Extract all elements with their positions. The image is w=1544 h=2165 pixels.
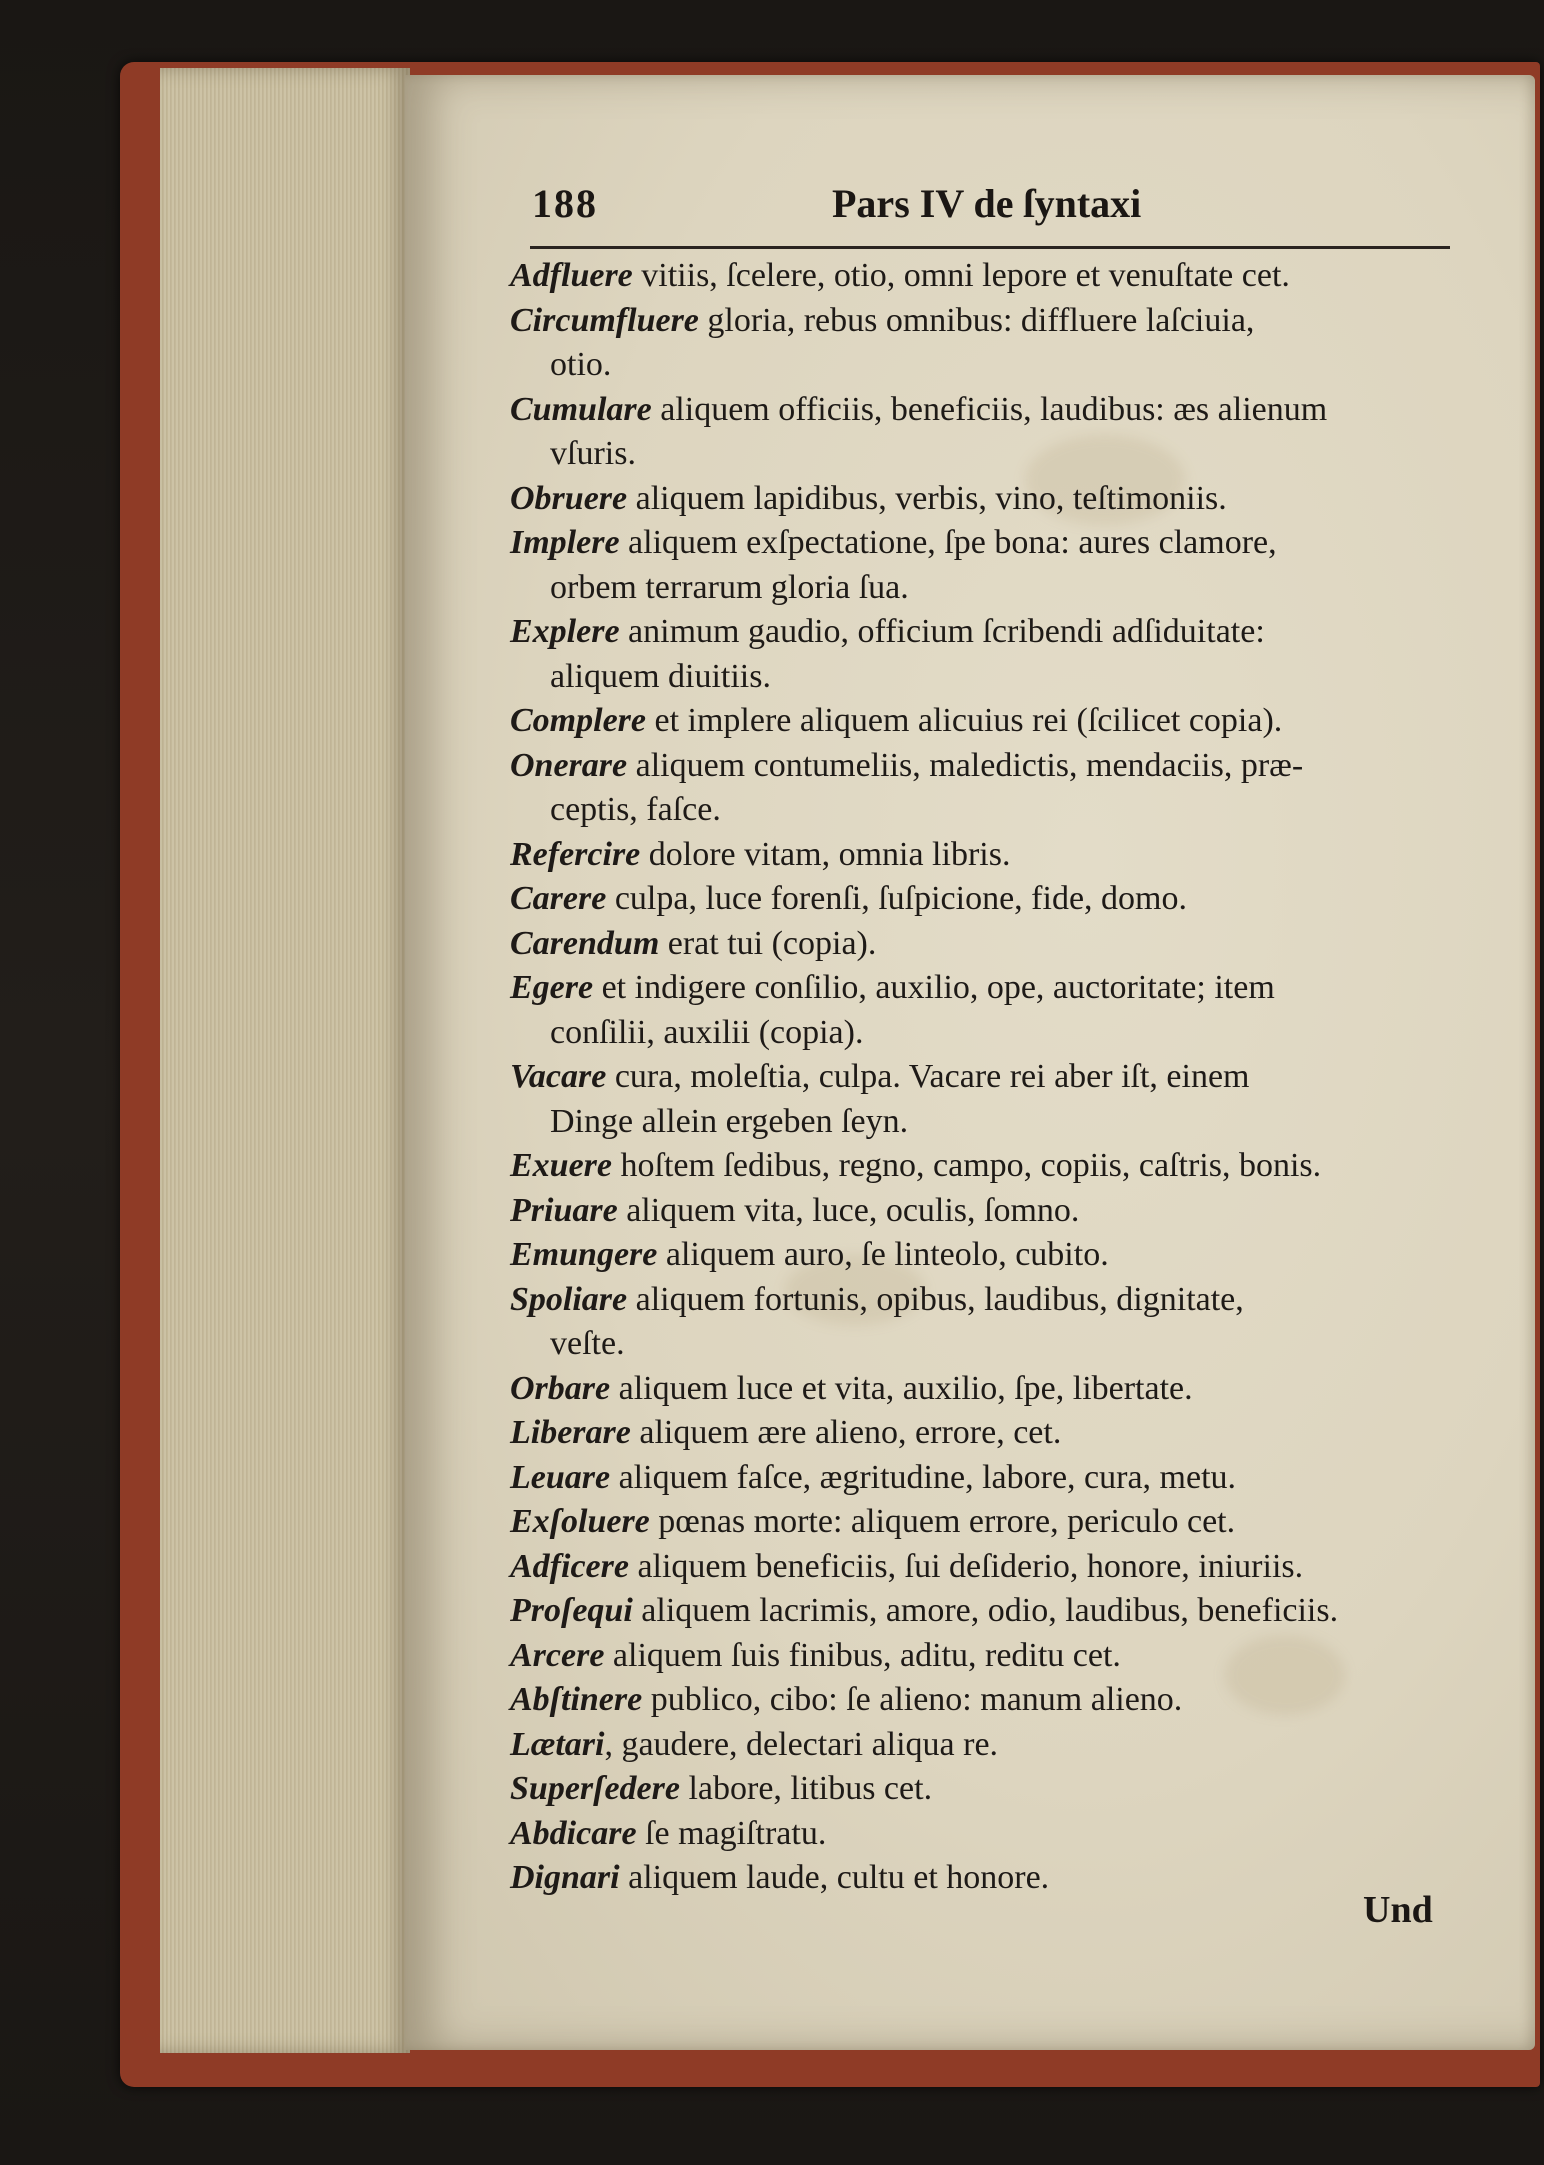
entry-text: aliquem faſce, ægritudine, labore, cura, metu. bbox=[610, 1458, 1237, 1496]
entry-headword: Dignari bbox=[510, 1859, 620, 1896]
entry-text: aliquem contumeliis, maledictis, mendaciis, præ- bbox=[627, 746, 1304, 784]
entry-text: et indigere conſilio, auxilio, ope, auctoritate; item bbox=[593, 969, 1275, 1006]
entry-headword: Obruere bbox=[510, 479, 628, 517]
entry-headword: Arcere bbox=[510, 1636, 605, 1674]
entry-line bbox=[510, 1856, 1049, 1900]
entry-line bbox=[510, 299, 1254, 343]
entry-headword: Explere bbox=[510, 613, 620, 650]
entry-headword: Implere bbox=[510, 524, 620, 561]
entry-line bbox=[510, 1767, 932, 1811]
entry-headword: Adfluere bbox=[510, 257, 633, 294]
entry-headword: Emungere bbox=[510, 1236, 658, 1273]
entry-text: aliquem ſuis finibus, aditu, reditu cet. bbox=[604, 1636, 1121, 1674]
entry-headword: Adficere bbox=[510, 1547, 629, 1585]
entry-line bbox=[510, 254, 1290, 298]
entry-line bbox=[510, 833, 1010, 877]
entry-line bbox=[510, 1456, 1236, 1500]
running-title: Pars IV de ſyntaxi bbox=[832, 181, 1142, 226]
entry-text: ceptis, faſce. bbox=[550, 791, 721, 828]
entry-line bbox=[510, 1634, 1121, 1678]
entry-headword: Spoliare bbox=[510, 1280, 628, 1318]
entry-line bbox=[510, 1144, 1321, 1188]
entry-headword: Abdicare bbox=[510, 1814, 637, 1852]
entry-line bbox=[510, 1678, 1182, 1722]
entry-line bbox=[510, 1367, 1193, 1411]
entry-text: ſe magiſtratu. bbox=[636, 1814, 827, 1852]
entry-text: pœnas morte: aliquem errore, periculo cet. bbox=[649, 1503, 1236, 1540]
entry-line bbox=[510, 1500, 1235, 1544]
entry-line bbox=[510, 966, 1275, 1010]
entry-headword: Exſoluere bbox=[510, 1503, 650, 1540]
entry-headword: Superſedere bbox=[510, 1770, 680, 1807]
entry-line bbox=[510, 877, 1187, 921]
entry-text: aliquem exſpectatione, ſpe bona: aures clamore, bbox=[619, 524, 1277, 561]
entry-line bbox=[510, 388, 1327, 432]
entry-text: aliquem laude, cultu et honore. bbox=[619, 1859, 1050, 1896]
entry-text: aliquem beneficiis, ſui deſiderio, honore, iniuriis. bbox=[628, 1547, 1304, 1585]
entry-continuation-line bbox=[550, 655, 771, 699]
entry-text: aliquem lacrimis, amore, odio, laudibus, beneficiis. bbox=[632, 1592, 1339, 1629]
page-stain bbox=[1225, 1635, 1345, 1715]
entry-text: aliquem ære alieno, errore, cet. bbox=[630, 1414, 1062, 1451]
entry-line bbox=[510, 521, 1277, 565]
entry-text: conſilii, auxilii (copia). bbox=[550, 1013, 864, 1051]
entry-continuation-line bbox=[550, 1322, 625, 1366]
entry-line bbox=[510, 922, 876, 966]
entry-text: et implere aliquem alicuius rei (ſcilicet copia). bbox=[645, 702, 1283, 739]
entry-line bbox=[510, 1189, 1079, 1233]
entry-text: aliquem officiis, beneficiis, laudibus: æs alienum bbox=[651, 390, 1328, 428]
entry-headword: Carere bbox=[510, 880, 607, 917]
entry-line bbox=[510, 1233, 1109, 1277]
entry-headword: Egere bbox=[510, 969, 594, 1006]
entry-text: erat tui (copia). bbox=[659, 924, 877, 962]
entry-headword: Carendum bbox=[510, 924, 660, 962]
entry-continuation-line bbox=[550, 566, 909, 610]
entry-headword: Liberare bbox=[510, 1414, 631, 1451]
entry-text: dolore vitam, omnia libris. bbox=[640, 835, 1011, 873]
entry-line bbox=[510, 744, 1303, 788]
entry-line bbox=[510, 1545, 1303, 1589]
entry-headword: Exuere bbox=[510, 1147, 612, 1184]
entry-headword: Proſequi bbox=[510, 1592, 633, 1629]
entry-headword: Abſtinere bbox=[510, 1681, 643, 1718]
entry-line bbox=[510, 1278, 1244, 1322]
entry-headword: Complere bbox=[510, 702, 646, 739]
entry-continuation-line bbox=[550, 1100, 908, 1144]
entry-text: gloria, rebus omnibus: diffluere laſciuia, bbox=[698, 301, 1255, 339]
entry-continuation-line bbox=[550, 788, 721, 832]
entry-text: vitiis, ſcelere, otio, omni lepore et venuſtate cet. bbox=[632, 257, 1290, 294]
entry-text: aliquem luce et vita, auxilio, ſpe, libertate. bbox=[610, 1369, 1193, 1407]
entry-line bbox=[510, 610, 1265, 654]
entry-continuation-line bbox=[550, 432, 636, 476]
entry-text: publico, cibo: ſe alieno: manum alieno. bbox=[642, 1681, 1183, 1718]
page-edges bbox=[160, 68, 410, 2053]
entry-text: animum gaudio, officium ſcribendi adſiduitate: bbox=[619, 613, 1265, 650]
entry-text: aliquem lapidibus, verbis, vino, teſtimoniis. bbox=[627, 479, 1227, 517]
entry-continuation-line bbox=[550, 343, 611, 387]
entry-text: aliquem diuitiis. bbox=[550, 657, 771, 695]
entry-headword: Onerare bbox=[510, 746, 628, 784]
entry-line bbox=[510, 1411, 1061, 1455]
page-header bbox=[530, 180, 1450, 230]
entry-headword: Circumfluere bbox=[510, 301, 699, 339]
entry-text: vſuris. bbox=[550, 435, 636, 472]
entry-text: , gaudere, delectari aliqua re. bbox=[604, 1725, 999, 1763]
entry-headword: Cumulare bbox=[510, 390, 652, 428]
entry-line bbox=[510, 1812, 826, 1856]
entry-text: labore, litibus cet. bbox=[679, 1770, 933, 1807]
entry-headword: Refercire bbox=[510, 835, 641, 873]
header-rule bbox=[530, 246, 1450, 249]
entry-headword: Lætari bbox=[510, 1725, 605, 1763]
entry-text: Dinge allein ergeben ſeyn. bbox=[550, 1102, 909, 1140]
entry-text: aliquem vita, luce, oculis, ſomno. bbox=[617, 1191, 1080, 1229]
entry-line bbox=[510, 477, 1227, 521]
entry-headword: Vacare bbox=[510, 1058, 607, 1095]
catchword: Und bbox=[1363, 1889, 1433, 1931]
entry-headword: Leuare bbox=[510, 1458, 611, 1496]
entry-text: hoſtem ſedibus, regno, campo, copiis, caſtris, bonis. bbox=[612, 1147, 1322, 1184]
entry-text: veſte. bbox=[550, 1325, 625, 1362]
entry-text: aliquem auro, ſe linteolo, cubito. bbox=[657, 1236, 1109, 1273]
entry-line bbox=[510, 699, 1282, 743]
entry-continuation-line bbox=[550, 1011, 863, 1055]
entry-text: culpa, luce forenſi, ſuſpicione, fide, domo. bbox=[606, 880, 1187, 917]
entry-text: orbem terrarum gloria ſua. bbox=[550, 568, 909, 606]
entry-text: otio. bbox=[550, 346, 612, 383]
entry-text: aliquem fortunis, opibus, laudibus, dignitate, bbox=[627, 1280, 1244, 1318]
entry-line bbox=[510, 1723, 998, 1767]
entry-line bbox=[510, 1055, 1250, 1099]
entry-text: cura, moleſtia, culpa. Vacare rei aber iſt, einem bbox=[606, 1058, 1250, 1095]
entry-headword: Orbare bbox=[510, 1369, 611, 1407]
entry-headword: Priuare bbox=[510, 1191, 618, 1229]
page-number: 188 bbox=[532, 181, 598, 226]
entry-line bbox=[510, 1589, 1338, 1633]
